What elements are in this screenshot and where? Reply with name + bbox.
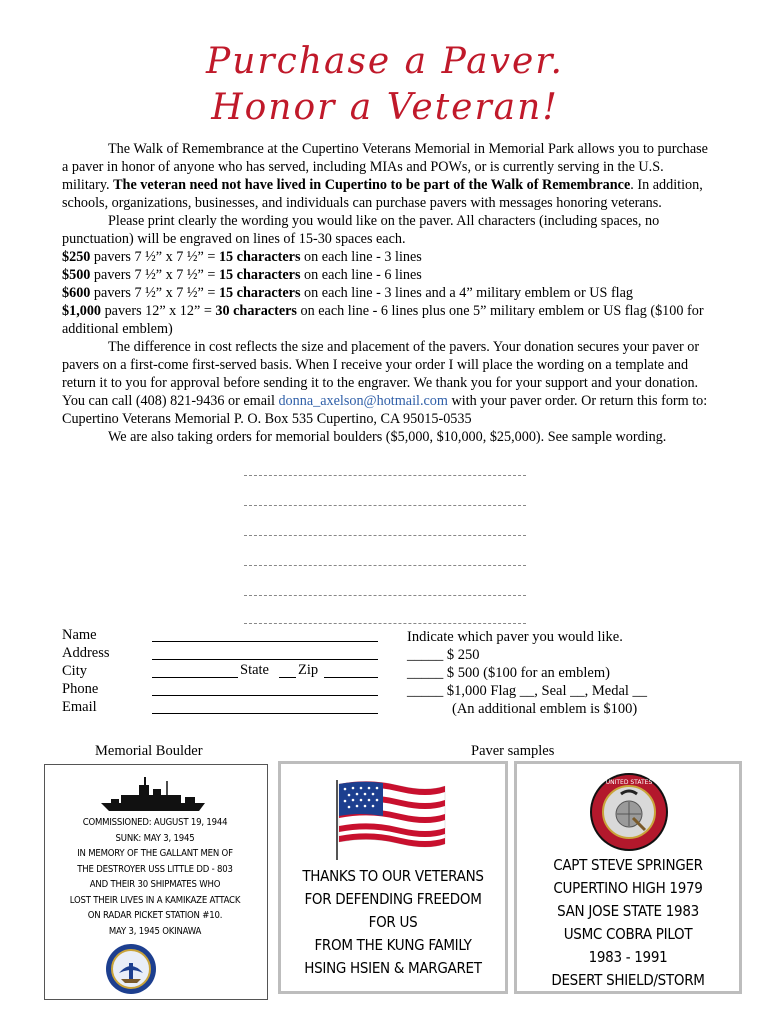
name-label: Name <box>62 627 97 643</box>
boulder-line: SUNK: MAY 3, 1945 <box>115 832 195 844</box>
chars: 30 characters <box>215 303 297 319</box>
city-field[interactable] <box>152 677 238 678</box>
paver-option-1000[interactable]: _____ $1,000 Flag __, Seal __, Medal __ <box>407 683 648 699</box>
chars: 15 characters <box>218 285 301 301</box>
rest: on each line - 3 lines and a 4” military emblem or US flag <box>300 285 634 301</box>
paver-line: CAPT STEVE SPRINGER <box>553 856 703 874</box>
intro-text <box>62 140 712 446</box>
intro-bold: The veteran need not have lived in Cupertino to be part of the Walk of Remembrance <box>113 177 631 193</box>
paver-inscription <box>517 854 739 992</box>
email-label: Email <box>62 699 97 715</box>
rest: on each line - 6 lines plus one 5” military emblem or US flag ($100 for additional emblem) <box>62 303 704 337</box>
rest: on each line - 6 lines <box>300 267 422 283</box>
intro-text-b: . In addition, schools, organizations, businesses, and individuals can purchase pavers with messages honoring veterans. <box>62 177 703 211</box>
name-field[interactable] <box>152 641 378 642</box>
city-label: City <box>62 663 87 679</box>
paver-line: FOR DEFENDING FREEDOM <box>304 890 482 908</box>
zip-field[interactable] <box>324 677 378 678</box>
paver-option-500[interactable]: _____ $ 500 ($100 for an emblem) <box>407 665 610 681</box>
paver-line: 1983 - 1991 <box>588 948 668 966</box>
wording-line-3[interactable] <box>244 535 526 536</box>
navy-seal-icon <box>105 943 157 995</box>
rest: on each line - 3 lines <box>300 249 422 265</box>
size: pavers 7 ½” x 7 ½” = <box>90 249 219 265</box>
price-line-500 <box>62 266 712 284</box>
memorial-boulder-sample <box>44 764 268 1000</box>
emblem-text-top: UNITED STATES <box>605 779 653 786</box>
paver-line: FOR US <box>368 913 418 931</box>
size: pavers 7 ½” x 7 ½” = <box>90 267 219 283</box>
state-field[interactable] <box>279 677 296 678</box>
price: $500 <box>62 267 91 283</box>
wording-line-5[interactable] <box>244 595 526 596</box>
boulder-line: MAY 3, 1945 OKINAWA <box>108 925 202 937</box>
paver-option-250[interactable]: _____ $ 250 <box>407 647 480 663</box>
chars: 15 characters <box>218 267 301 283</box>
boulder-caption: Memorial Boulder <box>95 743 203 759</box>
paver-line: FROM THE KUNG FAMILY <box>314 936 472 954</box>
price: $250 <box>62 249 91 265</box>
paver-line: HSING HSIEN & MARGARET <box>304 959 482 977</box>
pavers-caption: Paver samples <box>471 743 555 759</box>
intro-text-a: The Walk of Remembrance at the Cupertino Veterans Memorial in Memorial Park allows you to purchase a paver in honor of anyone who has served, including MIAs and POWs, or is currently serving in the U.S. military. <box>62 141 708 193</box>
destroyer-ship-icon <box>101 777 211 813</box>
us-flag-icon <box>331 778 449 862</box>
boulder-line: IN MEMORY OF THE GALLANT MEN OF <box>77 848 233 859</box>
email-field[interactable] <box>152 713 378 714</box>
paver-emblem-note: (An additional emblem is $100) <box>452 701 638 717</box>
address-field[interactable] <box>152 659 378 660</box>
paver-inscription <box>281 865 505 980</box>
page-title-line1: Purchase a Paver. <box>206 41 564 82</box>
p3-text-b: with your paver order. Or return this form to: Cupertino Veterans Memorial P. O. Box 535 Cupertino, CA 95015-0535 <box>62 393 708 427</box>
phone-field[interactable] <box>152 695 378 696</box>
email-link[interactable]: donna_axelson@hotmail.com <box>278 393 448 409</box>
size: pavers 7 ½” x 7 ½” = <box>90 285 219 301</box>
page-title-line2: Honor a Veteran! <box>211 87 559 128</box>
intro-paragraph-2: Please print clearly the wording you would like on the paver. All characters (including spaces, no punctuation) will be engraved on lines of 15-30 spaces each. <box>62 213 660 247</box>
paver-line: SAN JOSE STATE 1983 <box>557 902 699 920</box>
boulder-line: AND THEIR 30 SHIPMATES WHO <box>89 879 221 890</box>
boulder-inscription <box>45 815 265 939</box>
price: $600 <box>62 285 91 301</box>
p3-text-a: The difference in cost reflects the size and placement of the pavers. Your donation secures your paver or pavers on a first-come first-served basis. When I receive your order I will place the wording on a template and return it to you for approval before sending it to the engraver. We thank you for your support and your donation. You can call (408) 821-9436 or email <box>62 339 700 409</box>
state-label: State <box>240 662 269 678</box>
intro-paragraph-1 <box>62 140 712 212</box>
boulder-line: THE DESTROYER USS LITTLE DD - 803 <box>77 863 233 875</box>
usmc-emblem-icon <box>589 772 669 852</box>
boulder-line: COMMISSIONED: AUGUST 19, 1944 <box>82 817 228 828</box>
intro-paragraph-4: We are also taking orders for memorial boulders ($5,000, $10,000, $25,000). See sample wording. <box>108 429 667 445</box>
paver-sample-emblem <box>514 761 742 994</box>
paver-sample-flag <box>278 761 508 994</box>
paver-line: THANKS TO OUR VETERANS <box>302 867 484 885</box>
wording-line-6[interactable] <box>244 623 526 624</box>
paver-line: DESERT SHIELD/STORM <box>551 971 705 989</box>
price-line-1000 <box>62 302 712 338</box>
boulder-line: ON RADAR PICKET STATION #10. <box>87 910 223 921</box>
size: pavers 12” x 12” = <box>101 303 216 319</box>
wording-line-4[interactable] <box>244 565 526 566</box>
paver-line: USMC COBRA PILOT <box>563 925 693 943</box>
price: $1,000 <box>62 303 102 319</box>
address-label: Address <box>62 645 110 661</box>
intro-paragraph-3 <box>62 338 712 428</box>
boulder-line: LOST THEIR LIVES IN A KAMIKAZE ATTACK <box>69 894 241 906</box>
paver-choice-heading: Indicate which paver you would like. <box>407 629 623 645</box>
zip-label: Zip <box>298 662 319 678</box>
price-line-250 <box>62 248 712 266</box>
wording-line-1[interactable] <box>244 475 526 476</box>
wording-line-2[interactable] <box>244 505 526 506</box>
phone-label: Phone <box>62 681 99 697</box>
chars: 15 characters <box>218 249 301 265</box>
paver-line: CUPERTINO HIGH 1979 <box>553 879 703 897</box>
price-line-600 <box>62 284 712 302</box>
